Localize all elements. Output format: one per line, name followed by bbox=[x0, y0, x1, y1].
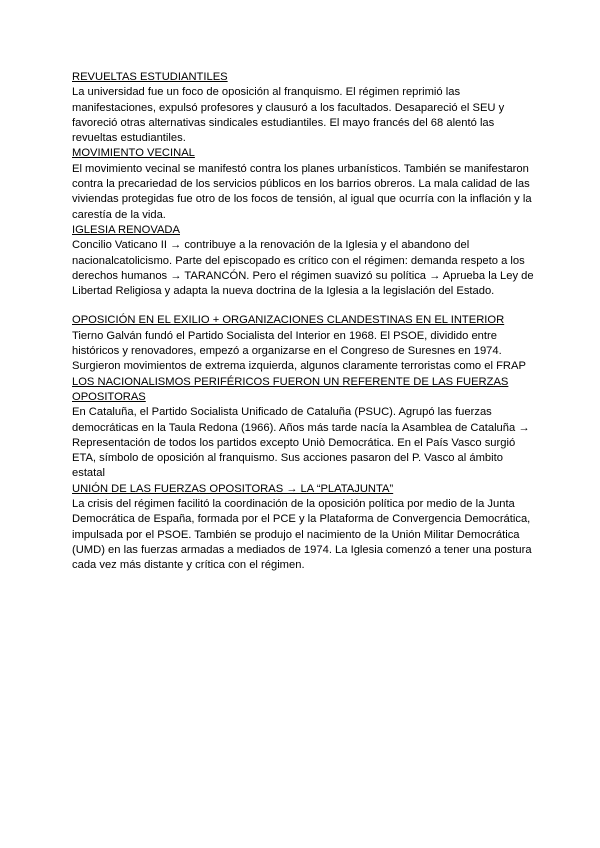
section-text-movimiento-vecinal: El movimiento vecinal se manifestó contra los planes urbanísticos. También se manifestaron contra la precariedad de los servicios públicos en los barrios obreros. La mala calidad de las viviendas protegidas fue otro de los focos de tensión, al igual que ocurría con la inflación y la carestía de la vida. bbox=[72, 162, 532, 221]
section-heading-movimiento-vecinal: MOVIMIENTO VECINAL bbox=[72, 147, 195, 160]
section-heading-nacionalismos: LOS NACIONALISMOS PERIFÉRICOS FUERON UN REFERENTE DE LAS FUERZAS OPOSITORAS bbox=[72, 375, 509, 403]
section-text-platajunta: La crisis del régimen facilitó la coordinación de la oposición política por medio de la Junta Democrática de España, formada por el PCE y la Plataforma de Convergencia Democrática, impulsada por el PSOE. También se produjo el nacimiento de la Unión Militar Democrática (UMD) en las fuerzas armadas a mediados de 1974. La Iglesia comenzó a tener una postura cada vez más distante y crítica con el régimen. bbox=[72, 498, 532, 572]
section-heading-revueltas: REVUELTAS ESTUDIANTILES bbox=[72, 71, 228, 83]
document-body bbox=[72, 70, 534, 574]
section-text-oposicion-exilio: Tierno Galván fundó el Partido Socialista del Interior en 1968. El PSOE, dividido entre históricos y renovadores, empezó a organizarse en el Congreso de Suresnes en 1974. Surgieron movimientos de extrema izquierda, algunos claramente terroristas como el FRAP bbox=[72, 329, 526, 373]
section-heading-iglesia: IGLESIA RENOVADA bbox=[72, 223, 180, 236]
section-heading-platajunta: UNIÓN DE LAS FUERZAS OPOSITORAS → LA “PLATAJUNTA” bbox=[72, 482, 394, 495]
section-text-iglesia: Concilio Vaticano II → contribuye a la renovación de la Iglesia y el abandono del nacionalcatolicismo. Parte del episcopado es crítico con el régimen: demanda respeto a los derechos humanos → TARANCÓN. Pero el régimen suavizó su política → Aprueba la Ley de Libertad Religiosa y adapta la nueva doctrina de la Iglesia a la legislación del Estado. bbox=[72, 239, 534, 298]
section-text-nacionalismos: En Cataluña, el Partido Socialista Unificado de Cataluña (PSUC). Agrupó las fuerzas democráticas en la Taula Redona (1966). Años más tarde nacía la Asamblea de Cataluña → Representación de todos los partidos excepto Uniò Democrática. En el País Vasco surgió ETA, símbolo de oposición al franquismo. Sus acciones pasaron del P. Vasco al ámbito estatal bbox=[72, 406, 530, 480]
section-heading-oposicion-exilio: OPOSICIÓN EN EL EXILIO + ORGANIZACIONES CLANDESTINAS EN EL INTERIOR bbox=[72, 314, 505, 327]
section-text-revueltas: La universidad fue un foco de oposición al franquismo. El régimen reprimió las manifestaciones, expulsó profesores y clausuró a los facultados. Desapareció el SEU y favoreció otras alternativas sindicales estudiantiles. El mayo francés del 68 alentó las revueltas estudiantiles. bbox=[72, 86, 505, 145]
paragraph-gap bbox=[72, 299, 534, 313]
